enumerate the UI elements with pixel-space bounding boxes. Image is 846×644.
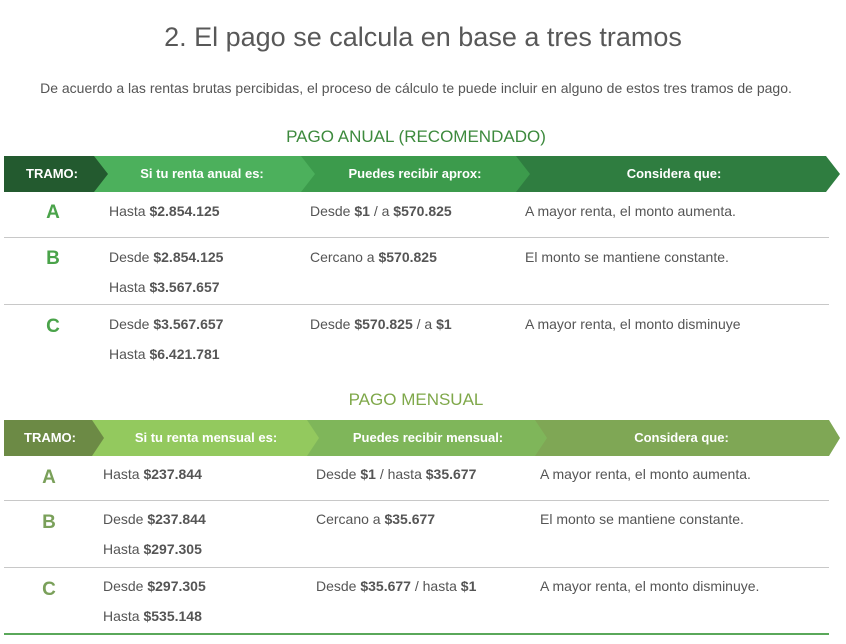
header-recibir: Puedes recibir mensual:	[352, 430, 504, 445]
renta-cell: Hasta $2.854.125	[109, 203, 220, 219]
recibir-cell: Cercano a $570.825	[310, 249, 437, 265]
tramo-letter: A	[46, 202, 60, 223]
tramo-letter: C	[46, 316, 60, 337]
table-row	[4, 568, 829, 632]
renta-cell: Hasta $237.844	[103, 466, 202, 482]
header-bar-mensual	[4, 420, 840, 456]
tramo-letter: B	[42, 512, 56, 533]
table-row	[4, 192, 829, 238]
section-title-anual: PAGO ANUAL (RECOMENDADO)	[286, 127, 546, 146]
table-row	[4, 456, 829, 501]
bottom-divider	[4, 633, 829, 635]
tramo-letter: C	[42, 579, 56, 600]
recibir-cell: Desde $1 / a $570.825	[310, 203, 452, 219]
header-renta: Si tu renta mensual es:	[134, 430, 278, 445]
recibir-cell: Desde $1 / hasta $35.677	[316, 466, 477, 482]
recibir-cell: Desde $35.677 / hasta $1	[316, 578, 477, 594]
header-tramo: TRAMO:	[26, 166, 78, 181]
header-renta: Si tu renta anual es:	[140, 166, 264, 181]
header-tramo: TRAMO:	[24, 430, 76, 445]
section-title-mensual: PAGO MENSUAL	[348, 390, 484, 409]
renta-cell: Desde $297.305	[103, 578, 206, 594]
table-row	[4, 305, 829, 371]
header-recibir: Puedes recibir aprox:	[348, 166, 482, 181]
considera-cell: A mayor renta, el monto disminuye.	[540, 578, 760, 594]
renta-cell: Desde $2.854.125	[109, 249, 224, 265]
considera-cell: A mayor renta, el monto aumenta.	[540, 466, 751, 482]
considera-cell: El monto se mantiene constante.	[540, 511, 744, 527]
renta-cell: Desde $237.844	[103, 511, 206, 527]
renta-cell: Desde $3.567.657	[109, 316, 224, 332]
page-title: 2. El pago se calcula en base a tres tramos	[164, 22, 682, 52]
recibir-cell: Cercano a $35.677	[316, 511, 436, 527]
considera-cell: A mayor renta, el monto aumenta.	[525, 203, 736, 219]
considera-cell: El monto se mantiene constante.	[525, 249, 729, 265]
intro-text: De acuerdo a las rentas brutas percibidas, el proceso de cálculo te puede incluir en alguno de estos tres tramos de pago.	[40, 80, 792, 96]
header-considera: Considera que:	[626, 166, 722, 181]
table-row	[4, 238, 829, 305]
header-bar-anual	[4, 156, 840, 192]
renta-cell-line2: Hasta $297.305	[103, 541, 202, 557]
header-considera: Considera que:	[634, 430, 729, 445]
renta-cell-line2: Hasta $6.421.781	[109, 346, 220, 362]
renta-cell-line2: Hasta $3.567.657	[109, 279, 220, 295]
tramo-letter: B	[46, 248, 60, 269]
tramo-letter: A	[42, 467, 56, 488]
table-row	[4, 501, 829, 568]
recibir-cell: Desde $570.825 / a $1	[310, 316, 452, 332]
considera-cell: A mayor renta, el monto disminuye	[525, 316, 741, 332]
renta-cell-line2: Hasta $535.148	[103, 608, 202, 624]
